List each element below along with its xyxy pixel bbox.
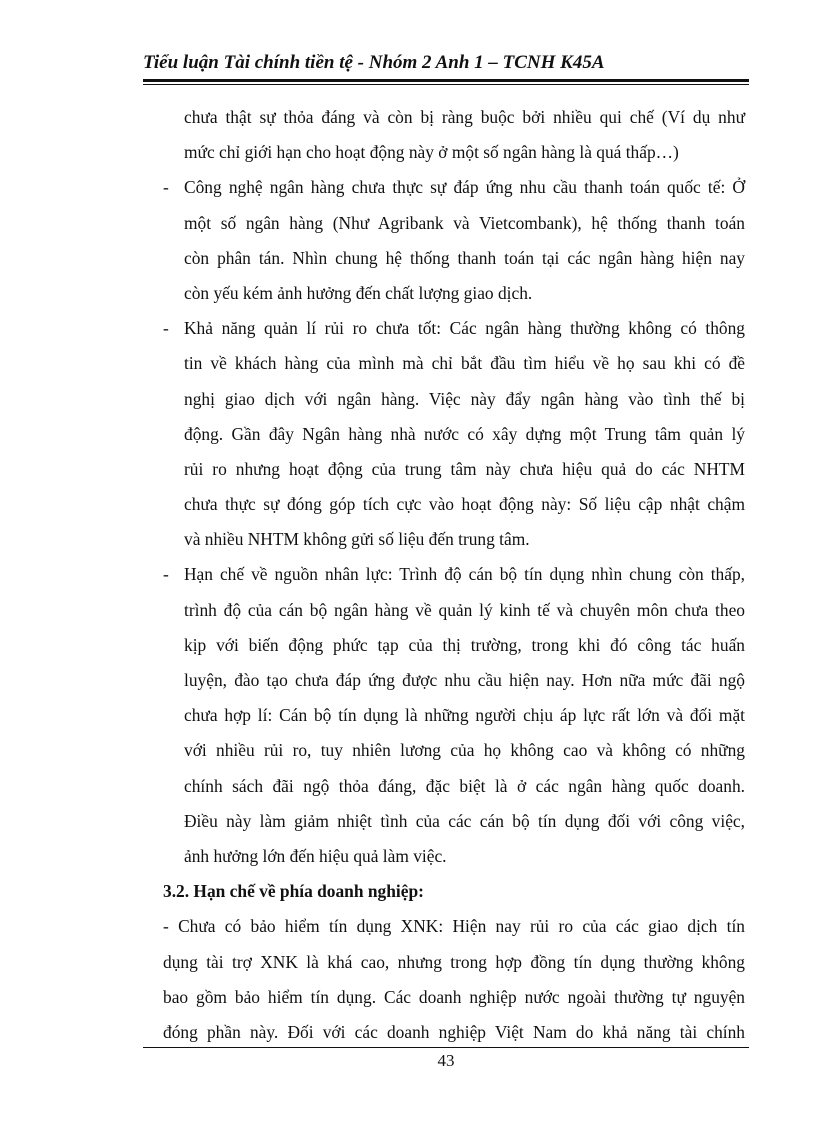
text-line: dụng tài trợ XNK là khá cao, nhưng trong hợp đồng tín dụng thường không [163, 951, 745, 972]
page-number: 43 [437, 1051, 455, 1070]
text-line: mức chỉ giới hạn cho hoạt động này ở một số ngân hàng là quá thấp…) [184, 142, 679, 163]
body-content [163, 100, 745, 1050]
bullet-dash: - [163, 564, 169, 585]
text-line: ảnh hưởng lớn đến hiệu quả làm việc. [184, 845, 447, 866]
paragraph-continuation [163, 100, 745, 170]
bullet-dash: - [163, 177, 169, 198]
header-rule-thin [143, 84, 749, 85]
line-text: Công nghệ ngân hàng chưa thực sự đáp ứng nhu cầu thanh toán quốc tế: Ở [184, 177, 745, 198]
paragraph-credit-insurance [163, 909, 745, 1050]
text-line: tin về khách hàng của mình mà chỉ bắt đầu tìm hiểu về họ sau khi có đề [184, 353, 745, 374]
text-line: kịp với biến động phức tạp của thị trường, trong khi đó công tác huấn [184, 634, 745, 655]
text-line: nghị giao dịch với ngân hàng. Việc này đẩy ngân hàng vào tình thế bị [184, 388, 745, 409]
text-line: động. Gần đây Ngân hàng nhà nước có xây dựng một Trung tâm quản lý [184, 423, 745, 444]
header-rule-thick [143, 79, 749, 82]
bullet-paragraph-risk-management [163, 311, 745, 557]
text-line: và nhiều NHTM không gửi số liệu đến trung tâm. [184, 529, 530, 550]
text-line: luyện, đào tạo chưa đáp ứng được nhu cầu hiện nay. Hơn nữa mức đãi ngộ [184, 670, 745, 690]
text-line: - Chưa có bảo hiểm tín dụng XNK: Hiện nay rủi ro của các giao dịch tín [163, 916, 745, 937]
text-line: rủi ro nhưng hoạt động của trung tâm này chưa hiệu quả do các NHTM [184, 458, 745, 479]
text-line: còn yếu kém ảnh hưởng đến chất lượng giao dịch. [184, 282, 533, 303]
bullet-paragraph-technology [163, 170, 745, 311]
text-line: bao gồm bảo hiểm tín dụng. Các doanh nghiệp nước ngoài thường tự nguyện [163, 986, 745, 1007]
line-text: Khả năng quản lí rủi ro chưa tốt: Các ngân hàng thường không có thông [184, 318, 745, 339]
text-line: chưa thực sự đóng góp tích cực vào hoạt động này: Số liệu cập nhật chậm [184, 494, 745, 515]
bullet-paragraph-human-resources [163, 557, 745, 874]
text-line: chưa thật sự thỏa đáng và còn bị ràng buộc bởi nhiều qui chế (Ví dụ như [184, 107, 745, 127]
section-heading: 3.2. Hạn chế về phía doanh nghiệp: [163, 881, 424, 902]
running-header: Tiểu luận Tài chính tiền tệ - Nhóm 2 Anh 1 – TCNH K45A [143, 52, 605, 73]
text-line: đóng phần này. Đối với các doanh nghiệp Việt Nam do khả năng tài chính [163, 1021, 745, 1042]
text-line: một số ngân hàng (Như Agribank và Vietcombank), hệ thống thanh toán [184, 212, 745, 233]
text-line: Điều này làm giảm nhiệt tình của các cán bộ tín dụng đối với công việc, [184, 810, 745, 831]
text-line: chính sách đãi ngộ thỏa đáng, đặc biệt là ở các ngân hàng quốc doanh. [184, 775, 745, 796]
text-line [163, 557, 745, 592]
text-line: với nhiều rủi ro, tuy nhiên lương của họ không cao và không có những [184, 740, 745, 761]
line-text: Hạn chế về nguồn nhân lực: Trình độ cán bộ tín dụng nhìn chung còn thấp, [184, 564, 745, 585]
bullet-dash: - [163, 318, 169, 339]
footer-rule [143, 1047, 749, 1048]
text-line [163, 170, 745, 205]
text-line: còn phân tán. Nhìn chung hệ thống thanh toán tại các ngân hàng hiện nay [184, 247, 745, 268]
text-line: chưa hợp lí: Cán bộ tín dụng là những người chịu áp lực rất lớn và đối mặt [184, 705, 745, 726]
text-line: trình độ của cán bộ ngân hàng về quản lý kinh tế và chuyên môn chưa theo [184, 599, 745, 620]
text-line [163, 311, 745, 346]
